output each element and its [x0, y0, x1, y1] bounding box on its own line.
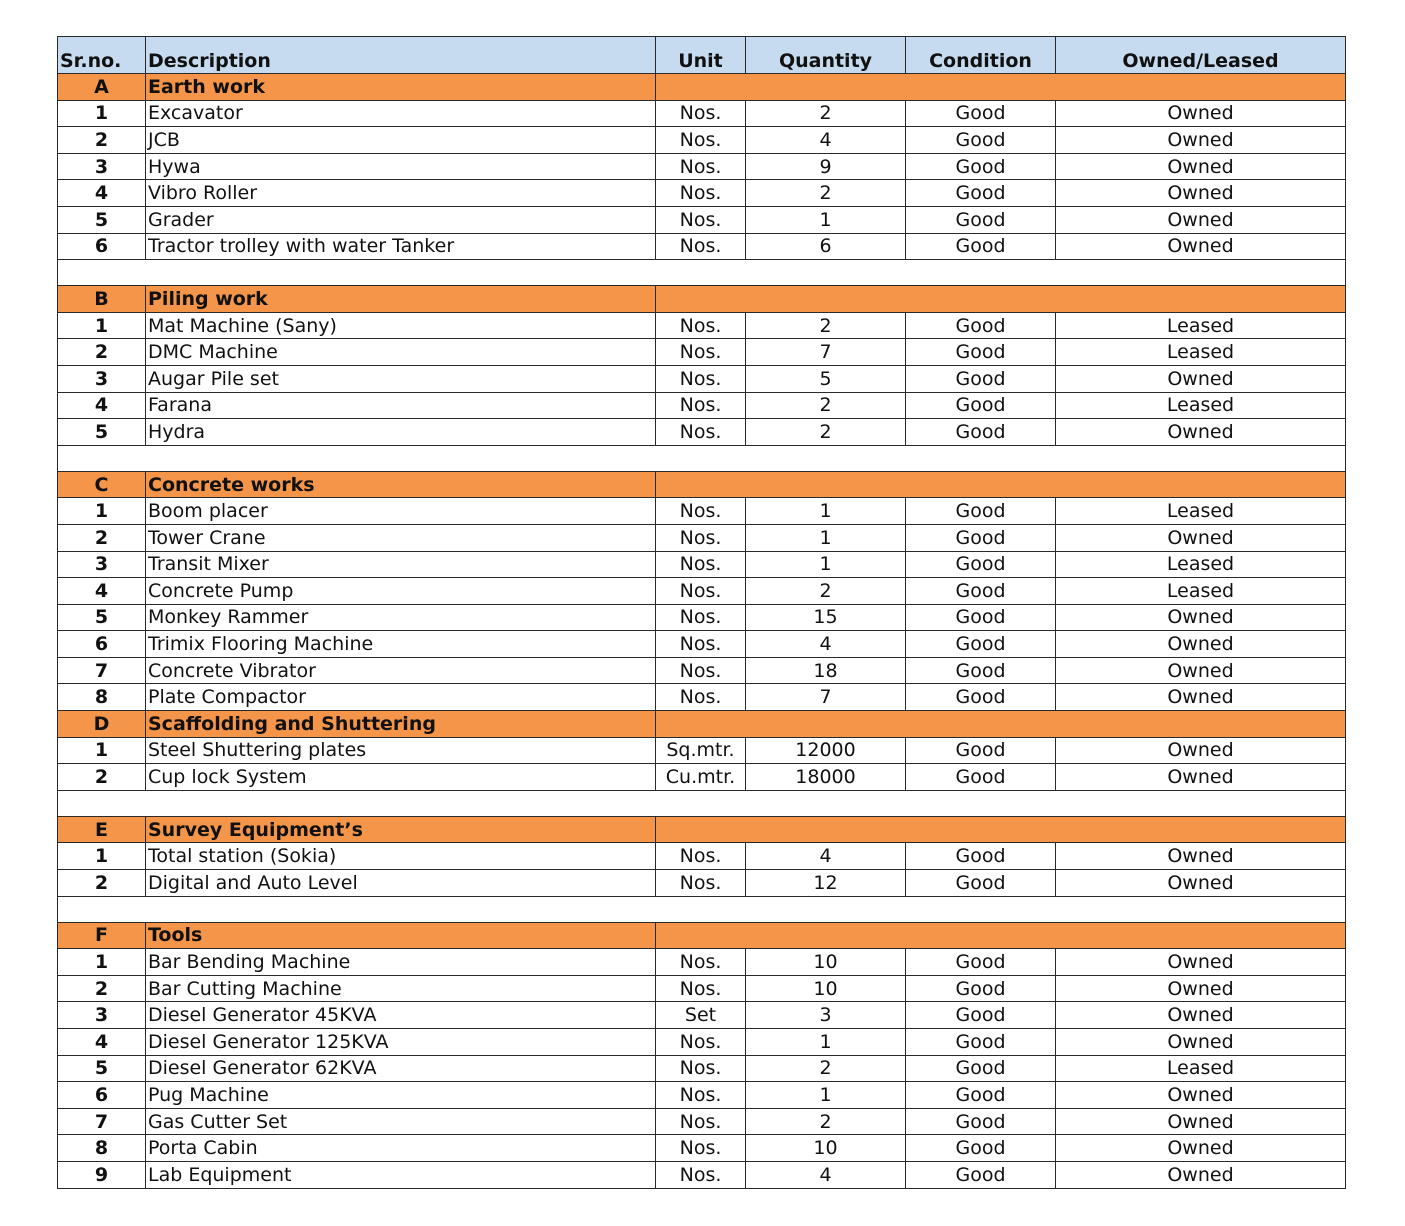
row-quantity: 1 — [746, 1029, 906, 1056]
table-row — [58, 1161, 1346, 1188]
row-description: Farana — [146, 392, 656, 419]
table-row — [58, 419, 1346, 446]
row-owned-leased: Owned — [1056, 949, 1346, 976]
row-description: Diesel Generator 62KVA — [146, 1055, 656, 1082]
table-row — [58, 524, 1346, 551]
row-owned-leased: Owned — [1056, 975, 1346, 1002]
row-quantity: 10 — [746, 975, 906, 1002]
row-sr-no: 3 — [58, 153, 146, 180]
section-code: D — [58, 711, 146, 738]
section-row — [58, 471, 1346, 498]
table-row — [58, 631, 1346, 658]
table-row — [58, 1055, 1346, 1082]
row-quantity: 2 — [746, 578, 906, 605]
row-unit: Nos. — [656, 1082, 746, 1109]
row-description: Concrete Vibrator — [146, 657, 656, 684]
row-quantity: 9 — [746, 153, 906, 180]
row-description: Tower Crane — [146, 524, 656, 551]
section-code: B — [58, 286, 146, 313]
section-filler — [656, 816, 1346, 843]
row-owned-leased: Owned — [1056, 524, 1346, 551]
row-description: Steel Shuttering plates — [146, 737, 656, 764]
row-description: Boom placer — [146, 498, 656, 525]
row-sr-no: 8 — [58, 1135, 146, 1162]
header-quantity: Quantity — [746, 37, 906, 74]
row-unit: Nos. — [656, 631, 746, 658]
row-unit: Sq.mtr. — [656, 737, 746, 764]
row-quantity: 10 — [746, 1135, 906, 1162]
table-row — [58, 1135, 1346, 1162]
row-sr-no: 2 — [58, 524, 146, 551]
row-description: Tractor trolley with water Tanker — [146, 233, 656, 260]
row-condition: Good — [906, 1055, 1056, 1082]
row-quantity: 12000 — [746, 737, 906, 764]
row-unit: Cu.mtr. — [656, 764, 746, 791]
row-sr-no: 6 — [58, 631, 146, 658]
row-owned-leased: Owned — [1056, 1161, 1346, 1188]
row-unit: Nos. — [656, 949, 746, 976]
row-quantity: 4 — [746, 843, 906, 870]
table-row — [58, 233, 1346, 260]
table-row — [58, 180, 1346, 207]
row-unit: Nos. — [656, 684, 746, 711]
row-quantity: 2 — [746, 1108, 906, 1135]
row-quantity: 18 — [746, 657, 906, 684]
row-owned-leased: Owned — [1056, 843, 1346, 870]
row-description: Vibro Roller — [146, 180, 656, 207]
header-row — [58, 37, 1346, 74]
row-quantity: 2 — [746, 180, 906, 207]
row-condition: Good — [906, 153, 1056, 180]
section-row — [58, 74, 1346, 101]
row-sr-no: 1 — [58, 843, 146, 870]
table-row — [58, 604, 1346, 631]
row-sr-no: 2 — [58, 764, 146, 791]
row-sr-no: 6 — [58, 233, 146, 260]
row-owned-leased: Owned — [1056, 764, 1346, 791]
row-quantity: 1 — [746, 524, 906, 551]
table-row — [58, 1108, 1346, 1135]
row-sr-no: 5 — [58, 604, 146, 631]
row-description: Pug Machine — [146, 1082, 656, 1109]
row-sr-no: 3 — [58, 365, 146, 392]
row-unit: Nos. — [656, 233, 746, 260]
section-row — [58, 816, 1346, 843]
row-quantity: 15 — [746, 604, 906, 631]
row-owned-leased: Owned — [1056, 1002, 1346, 1029]
row-description: JCB — [146, 127, 656, 154]
row-sr-no: 1 — [58, 737, 146, 764]
row-quantity: 2 — [746, 419, 906, 446]
row-sr-no: 5 — [58, 1055, 146, 1082]
row-quantity: 4 — [746, 1161, 906, 1188]
row-condition: Good — [906, 1135, 1056, 1162]
table-row — [58, 949, 1346, 976]
table-row — [58, 578, 1346, 605]
table-row — [58, 975, 1346, 1002]
section-row — [58, 286, 1346, 313]
row-description: Hydra — [146, 419, 656, 446]
row-sr-no: 7 — [58, 657, 146, 684]
row-description: Total station (Sokia) — [146, 843, 656, 870]
row-quantity: 1 — [746, 206, 906, 233]
row-description: Excavator — [146, 100, 656, 127]
section-row — [58, 711, 1346, 738]
row-sr-no: 6 — [58, 1082, 146, 1109]
row-condition: Good — [906, 604, 1056, 631]
row-unit: Nos. — [656, 365, 746, 392]
row-owned-leased: Owned — [1056, 1082, 1346, 1109]
row-condition: Good — [906, 870, 1056, 897]
section-code: C — [58, 471, 146, 498]
header-owned-leased: Owned/Leased — [1056, 37, 1346, 74]
row-unit: Nos. — [656, 419, 746, 446]
row-unit: Nos. — [656, 1135, 746, 1162]
row-unit: Nos. — [656, 604, 746, 631]
row-sr-no: 4 — [58, 392, 146, 419]
row-unit: Nos. — [656, 180, 746, 207]
table-row — [58, 153, 1346, 180]
section-title: Piling work — [146, 286, 656, 313]
row-quantity: 2 — [746, 392, 906, 419]
section-title: Scaffolding and Shuttering — [146, 711, 656, 738]
row-owned-leased: Owned — [1056, 153, 1346, 180]
row-owned-leased: Owned — [1056, 1135, 1346, 1162]
row-description: Cup lock System — [146, 764, 656, 791]
row-unit: Nos. — [656, 1108, 746, 1135]
row-quantity: 12 — [746, 870, 906, 897]
row-sr-no: 1 — [58, 498, 146, 525]
section-row — [58, 922, 1346, 949]
table-row — [58, 127, 1346, 154]
row-description: Porta Cabin — [146, 1135, 656, 1162]
section-code: F — [58, 922, 146, 949]
row-unit: Nos. — [656, 498, 746, 525]
row-sr-no: 2 — [58, 127, 146, 154]
row-sr-no: 1 — [58, 949, 146, 976]
spacer-row — [58, 445, 1346, 471]
row-sr-no: 4 — [58, 578, 146, 605]
table-row — [58, 1002, 1346, 1029]
row-description: Diesel Generator 45KVA — [146, 1002, 656, 1029]
row-quantity: 4 — [746, 127, 906, 154]
row-condition: Good — [906, 764, 1056, 791]
row-unit: Nos. — [656, 206, 746, 233]
row-unit: Nos. — [656, 1029, 746, 1056]
row-sr-no: 3 — [58, 1002, 146, 1029]
section-code: A — [58, 74, 146, 101]
row-description: Bar Cutting Machine — [146, 975, 656, 1002]
row-owned-leased: Leased — [1056, 339, 1346, 366]
row-owned-leased: Leased — [1056, 551, 1346, 578]
row-owned-leased: Leased — [1056, 312, 1346, 339]
table-row — [58, 498, 1346, 525]
section-code: E — [58, 816, 146, 843]
row-description: Augar Pile set — [146, 365, 656, 392]
row-sr-no: 7 — [58, 1108, 146, 1135]
row-sr-no: 4 — [58, 1029, 146, 1056]
row-sr-no: 4 — [58, 180, 146, 207]
row-owned-leased: Owned — [1056, 604, 1346, 631]
row-quantity: 1 — [746, 1082, 906, 1109]
header-condition: Condition — [906, 37, 1056, 74]
spacer-row — [58, 260, 1346, 286]
row-description: Diesel Generator 125KVA — [146, 1029, 656, 1056]
table-row — [58, 392, 1346, 419]
row-owned-leased: Leased — [1056, 578, 1346, 605]
row-sr-no: 2 — [58, 339, 146, 366]
section-filler — [656, 471, 1346, 498]
row-condition: Good — [906, 339, 1056, 366]
row-quantity: 2 — [746, 312, 906, 339]
row-owned-leased: Owned — [1056, 419, 1346, 446]
row-unit: Nos. — [656, 975, 746, 1002]
row-condition: Good — [906, 843, 1056, 870]
table-row — [58, 1029, 1346, 1056]
row-condition: Good — [906, 975, 1056, 1002]
row-condition: Good — [906, 1002, 1056, 1029]
row-condition: Good — [906, 127, 1056, 154]
row-unit: Nos. — [656, 524, 746, 551]
row-description: Concrete Pump — [146, 578, 656, 605]
header-description: Description — [146, 37, 656, 74]
header-unit: Unit — [656, 37, 746, 74]
section-title: Survey Equipment’s — [146, 816, 656, 843]
row-sr-no: 3 — [58, 551, 146, 578]
row-condition: Good — [906, 180, 1056, 207]
row-condition: Good — [906, 312, 1056, 339]
row-unit: Nos. — [656, 1055, 746, 1082]
row-description: Bar Bending Machine — [146, 949, 656, 976]
row-unit: Nos. — [656, 578, 746, 605]
row-condition: Good — [906, 206, 1056, 233]
row-condition: Good — [906, 365, 1056, 392]
equipment-table — [57, 36, 1346, 1189]
row-condition: Good — [906, 1108, 1056, 1135]
row-condition: Good — [906, 100, 1056, 127]
row-unit: Nos. — [656, 100, 746, 127]
row-owned-leased: Owned — [1056, 127, 1346, 154]
row-quantity: 18000 — [746, 764, 906, 791]
row-condition: Good — [906, 524, 1056, 551]
row-quantity: 7 — [746, 684, 906, 711]
table-row — [58, 365, 1346, 392]
table-row — [58, 764, 1346, 791]
table-row — [58, 312, 1346, 339]
row-quantity: 10 — [746, 949, 906, 976]
spacer-cell — [58, 790, 1346, 816]
row-owned-leased: Leased — [1056, 498, 1346, 525]
row-sr-no: 5 — [58, 206, 146, 233]
row-condition: Good — [906, 419, 1056, 446]
table-row — [58, 737, 1346, 764]
row-quantity: 2 — [746, 100, 906, 127]
section-filler — [656, 922, 1346, 949]
section-title: Earth work — [146, 74, 656, 101]
row-owned-leased: Owned — [1056, 657, 1346, 684]
row-description: Lab Equipment — [146, 1161, 656, 1188]
row-description: Gas Cutter Set — [146, 1108, 656, 1135]
row-unit: Nos. — [656, 657, 746, 684]
row-unit: Set — [656, 1002, 746, 1029]
row-condition: Good — [906, 1082, 1056, 1109]
row-unit: Nos. — [656, 843, 746, 870]
row-unit: Nos. — [656, 127, 746, 154]
section-filler — [656, 711, 1346, 738]
table-row — [58, 657, 1346, 684]
row-condition: Good — [906, 551, 1056, 578]
row-description: Trimix Flooring Machine — [146, 631, 656, 658]
spacer-cell — [58, 896, 1346, 922]
table-row — [58, 339, 1346, 366]
row-unit: Nos. — [656, 392, 746, 419]
row-owned-leased: Owned — [1056, 206, 1346, 233]
row-description: Hywa — [146, 153, 656, 180]
table-row — [58, 843, 1346, 870]
row-owned-leased: Owned — [1056, 737, 1346, 764]
row-sr-no: 5 — [58, 419, 146, 446]
table-row — [58, 206, 1346, 233]
row-condition: Good — [906, 392, 1056, 419]
row-owned-leased: Owned — [1056, 180, 1346, 207]
row-owned-leased: Owned — [1056, 684, 1346, 711]
row-owned-leased: Owned — [1056, 870, 1346, 897]
row-quantity: 2 — [746, 1055, 906, 1082]
row-condition: Good — [906, 578, 1056, 605]
row-condition: Good — [906, 657, 1056, 684]
row-owned-leased: Owned — [1056, 365, 1346, 392]
row-description: DMC Machine — [146, 339, 656, 366]
row-owned-leased: Owned — [1056, 1029, 1346, 1056]
row-quantity: 1 — [746, 551, 906, 578]
row-quantity: 1 — [746, 498, 906, 525]
table-row — [58, 1082, 1346, 1109]
table-row — [58, 551, 1346, 578]
row-sr-no: 1 — [58, 312, 146, 339]
section-title: Concrete works — [146, 471, 656, 498]
header-sr-no: Sr.no. — [58, 37, 146, 74]
row-unit: Nos. — [656, 1161, 746, 1188]
row-quantity: 6 — [746, 233, 906, 260]
row-unit: Nos. — [656, 551, 746, 578]
row-condition: Good — [906, 684, 1056, 711]
row-description: Transit Mixer — [146, 551, 656, 578]
row-owned-leased: Owned — [1056, 631, 1346, 658]
row-condition: Good — [906, 949, 1056, 976]
row-sr-no: 1 — [58, 100, 146, 127]
table-row — [58, 870, 1346, 897]
row-quantity: 3 — [746, 1002, 906, 1029]
row-condition: Good — [906, 1161, 1056, 1188]
row-unit: Nos. — [656, 339, 746, 366]
row-condition: Good — [906, 737, 1056, 764]
row-description: Plate Compactor — [146, 684, 656, 711]
row-description: Mat Machine (Sany) — [146, 312, 656, 339]
row-unit: Nos. — [656, 312, 746, 339]
row-quantity: 4 — [746, 631, 906, 658]
row-condition: Good — [906, 631, 1056, 658]
row-unit: Nos. — [656, 870, 746, 897]
row-owned-leased: Leased — [1056, 1055, 1346, 1082]
row-owned-leased: Owned — [1056, 1108, 1346, 1135]
spacer-row — [58, 896, 1346, 922]
row-condition: Good — [906, 233, 1056, 260]
row-condition: Good — [906, 498, 1056, 525]
row-owned-leased: Owned — [1056, 100, 1346, 127]
row-sr-no: 8 — [58, 684, 146, 711]
row-quantity: 5 — [746, 365, 906, 392]
row-quantity: 7 — [746, 339, 906, 366]
table-row — [58, 684, 1346, 711]
spacer-cell — [58, 260, 1346, 286]
row-sr-no: 9 — [58, 1161, 146, 1188]
spacer-row — [58, 790, 1346, 816]
row-description: Grader — [146, 206, 656, 233]
section-filler — [656, 74, 1346, 101]
table-row — [58, 100, 1346, 127]
spacer-cell — [58, 445, 1346, 471]
section-title: Tools — [146, 922, 656, 949]
row-owned-leased: Leased — [1056, 392, 1346, 419]
row-description: Monkey Rammer — [146, 604, 656, 631]
row-sr-no: 2 — [58, 975, 146, 1002]
section-filler — [656, 286, 1346, 313]
row-description: Digital and Auto Level — [146, 870, 656, 897]
row-sr-no: 2 — [58, 870, 146, 897]
row-condition: Good — [906, 1029, 1056, 1056]
row-unit: Nos. — [656, 153, 746, 180]
row-owned-leased: Owned — [1056, 233, 1346, 260]
